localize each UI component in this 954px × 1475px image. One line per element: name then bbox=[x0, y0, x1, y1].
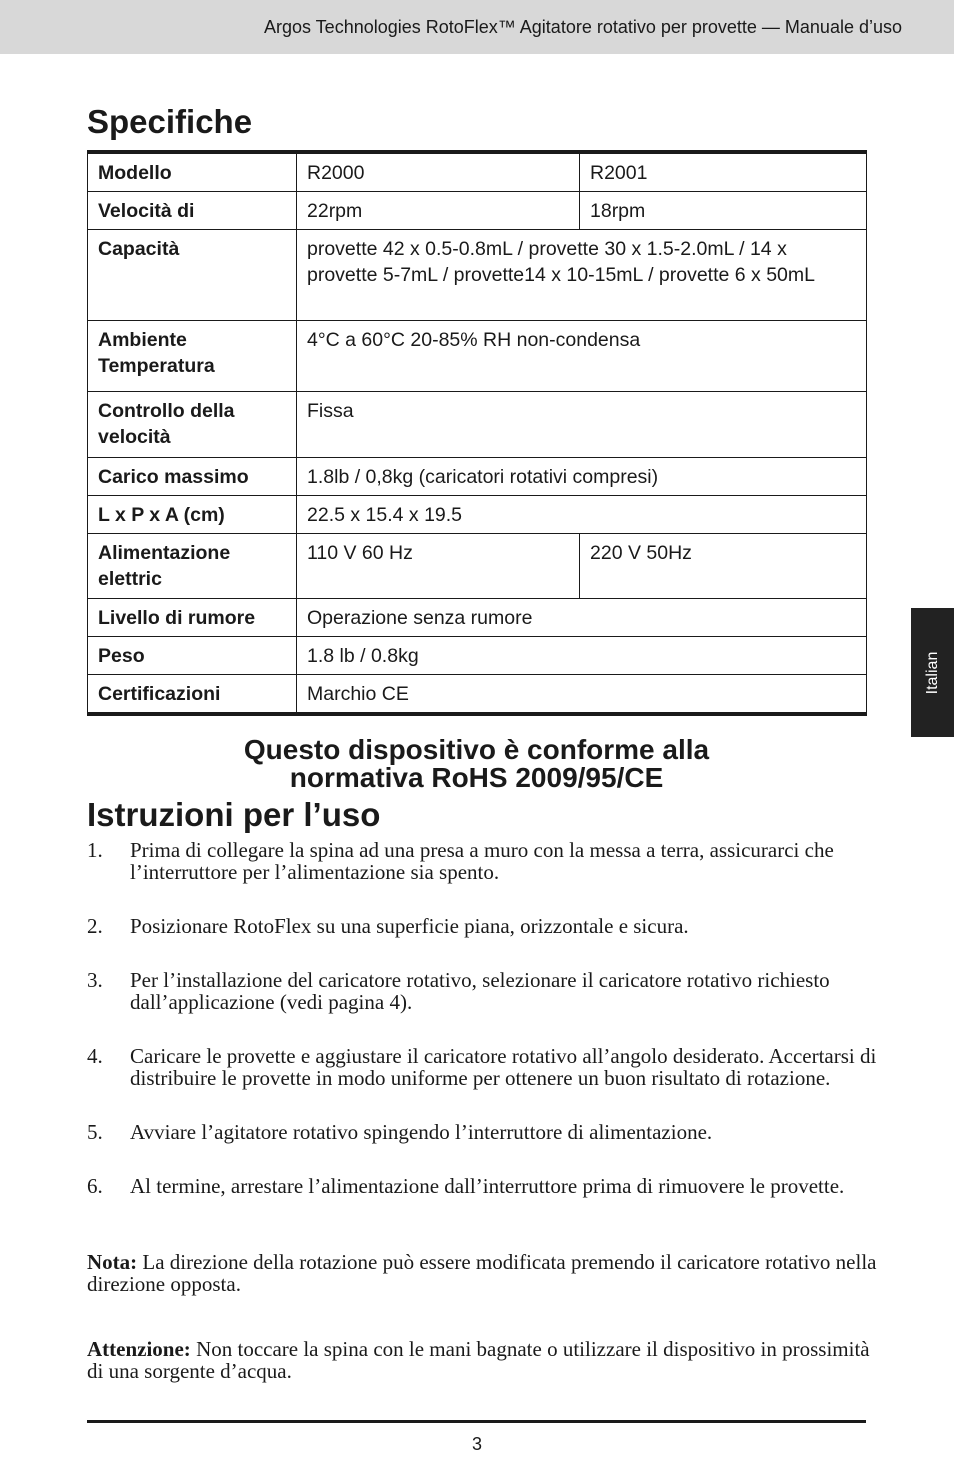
usage-step bbox=[87, 1175, 877, 1197]
specs-row bbox=[88, 458, 867, 496]
specs-row-value: 22.5 x 15.4 x 19.5 bbox=[297, 496, 867, 534]
page-number: 3 bbox=[471, 1434, 482, 1454]
usage-step-text: Caricare le provette e aggiustare il caricatore rotativo all’angolo desiderato. Accertarsi di distribuire le provette in modo uniforme per ottenere un buon risultato di rotazione. bbox=[130, 1044, 877, 1090]
specs-row-value: 18rpm bbox=[580, 192, 867, 230]
usage-step bbox=[87, 1121, 877, 1143]
usage-step-text: Posizionare RotoFlex su una superficie piana, orizzontale e sicura. bbox=[130, 914, 689, 938]
warning-paragraph bbox=[87, 1338, 877, 1382]
specs-row-value: 220 V 50Hz bbox=[580, 534, 867, 599]
specs-row-value: R2001 bbox=[580, 152, 867, 192]
specs-row bbox=[88, 496, 867, 534]
specs-row-value: 110 V 60 Hz bbox=[297, 534, 580, 599]
specs-row-label: L x P x A (cm) bbox=[88, 496, 297, 534]
note-text: La direzione della rotazione può essere modificata premendo il caricatore rotativo nella direzione opposta. bbox=[87, 1250, 877, 1296]
specs-row-value: provette 42 x 0.5-0.8mL / provette 30 x 1.5-2.0mL / 14 x provette 5-7mL / provette14 x 10-15mL / provette 6 x 50mL bbox=[297, 230, 867, 321]
specs-row-label: Livello di rumore bbox=[88, 599, 297, 637]
specs-row-value: Fissa bbox=[297, 392, 867, 458]
specs-row-value: Operazione senza rumore bbox=[297, 599, 867, 637]
specs-row-value: 1.8 lb / 0.8kg bbox=[297, 637, 867, 675]
rohs-line-1: Questo dispositivo è conforme alla bbox=[243, 734, 710, 765]
usage-step bbox=[87, 915, 877, 937]
note-paragraph bbox=[87, 1251, 877, 1295]
specs-row bbox=[88, 534, 867, 599]
specs-row-value: Marchio CE bbox=[297, 675, 867, 715]
header-title: Argos Technologies RotoFlex™ Agitatore rotativo per provette — Manuale d’uso bbox=[263, 17, 902, 37]
specs-row-value: 1.8lb / 0,8kg (caricatori rotativi compresi) bbox=[297, 458, 867, 496]
specs-table-body bbox=[88, 152, 867, 714]
specs-row-label: Capacità bbox=[88, 230, 297, 321]
usage-step-number: 5. bbox=[87, 1120, 103, 1144]
specs-row-label: Carico massimo bbox=[88, 458, 297, 496]
specs-row bbox=[88, 230, 867, 321]
specs-row-value: R2000 bbox=[297, 152, 580, 192]
specs-row bbox=[88, 675, 867, 715]
specs-heading: Specifiche bbox=[87, 103, 253, 140]
specs-row-label: Velocità di bbox=[88, 192, 297, 230]
specs-row-label: Modello bbox=[88, 152, 297, 192]
specs-row-label: Ambiente Temperatura bbox=[88, 321, 297, 392]
usage-step-text: Prima di collegare la spina ad una presa a muro con la messa a terra, assicurarci che l’interruttore per l’alimentazione sia spento. bbox=[130, 838, 834, 884]
usage-step bbox=[87, 969, 877, 1013]
specs-row bbox=[88, 192, 867, 230]
page-header bbox=[0, 0, 954, 54]
usage-step-number: 3. bbox=[87, 968, 103, 992]
usage-step-number: 2. bbox=[87, 914, 103, 938]
language-side-tab bbox=[911, 608, 954, 737]
usage-step bbox=[87, 1045, 877, 1089]
usage-steps-list bbox=[87, 839, 877, 1197]
note-label: Nota: bbox=[87, 1250, 138, 1274]
specs-row bbox=[88, 637, 867, 675]
usage-step-text: Per l’installazione del caricatore rotativo, selezionare il caricatore rotativo richiesto dall’applicazione (vedi pagina 4). bbox=[130, 968, 830, 1014]
usage-step-number: 1. bbox=[87, 838, 103, 862]
rohs-line-2: normativa RoHS 2009/95/CE bbox=[289, 762, 664, 793]
specs-row bbox=[88, 392, 867, 458]
usage-heading: Istruzioni per l’uso bbox=[87, 796, 381, 833]
rohs-statement bbox=[87, 736, 866, 792]
usage-step-text: Avviare l’agitatore rotativo spingendo l’interruttore di alimentazione. bbox=[130, 1120, 713, 1144]
specs-row bbox=[88, 321, 867, 392]
specs-row bbox=[88, 599, 867, 637]
usage-step-number: 6. bbox=[87, 1174, 103, 1198]
usage-step-text: Al termine, arrestare l’alimentazione dall’interruttore prima di rimuovere le provette. bbox=[130, 1174, 845, 1198]
warning-text: Non toccare la spina con le mani bagnate o utilizzare il dispositivo in prossimità di una sorgente d’acqua. bbox=[87, 1337, 870, 1383]
usage-step-number: 4. bbox=[87, 1044, 103, 1068]
specs-row-label: Controllo della velocità bbox=[88, 392, 297, 458]
warning-label: Attenzione: bbox=[87, 1337, 191, 1361]
specs-row-label: Peso bbox=[88, 637, 297, 675]
specs-table bbox=[87, 150, 867, 716]
footer-rule bbox=[87, 1420, 866, 1423]
specs-row-value: 22rpm bbox=[297, 192, 580, 230]
specs-row-value: 4°C a 60°C 20-85% RH non-condensa bbox=[297, 321, 867, 392]
side-tab-label: Italian bbox=[923, 651, 941, 694]
usage-step bbox=[87, 839, 877, 883]
specs-row-label: Certificazioni bbox=[88, 675, 297, 715]
specs-row bbox=[88, 152, 867, 192]
specs-row-label: Alimentazione elettric bbox=[88, 534, 297, 599]
